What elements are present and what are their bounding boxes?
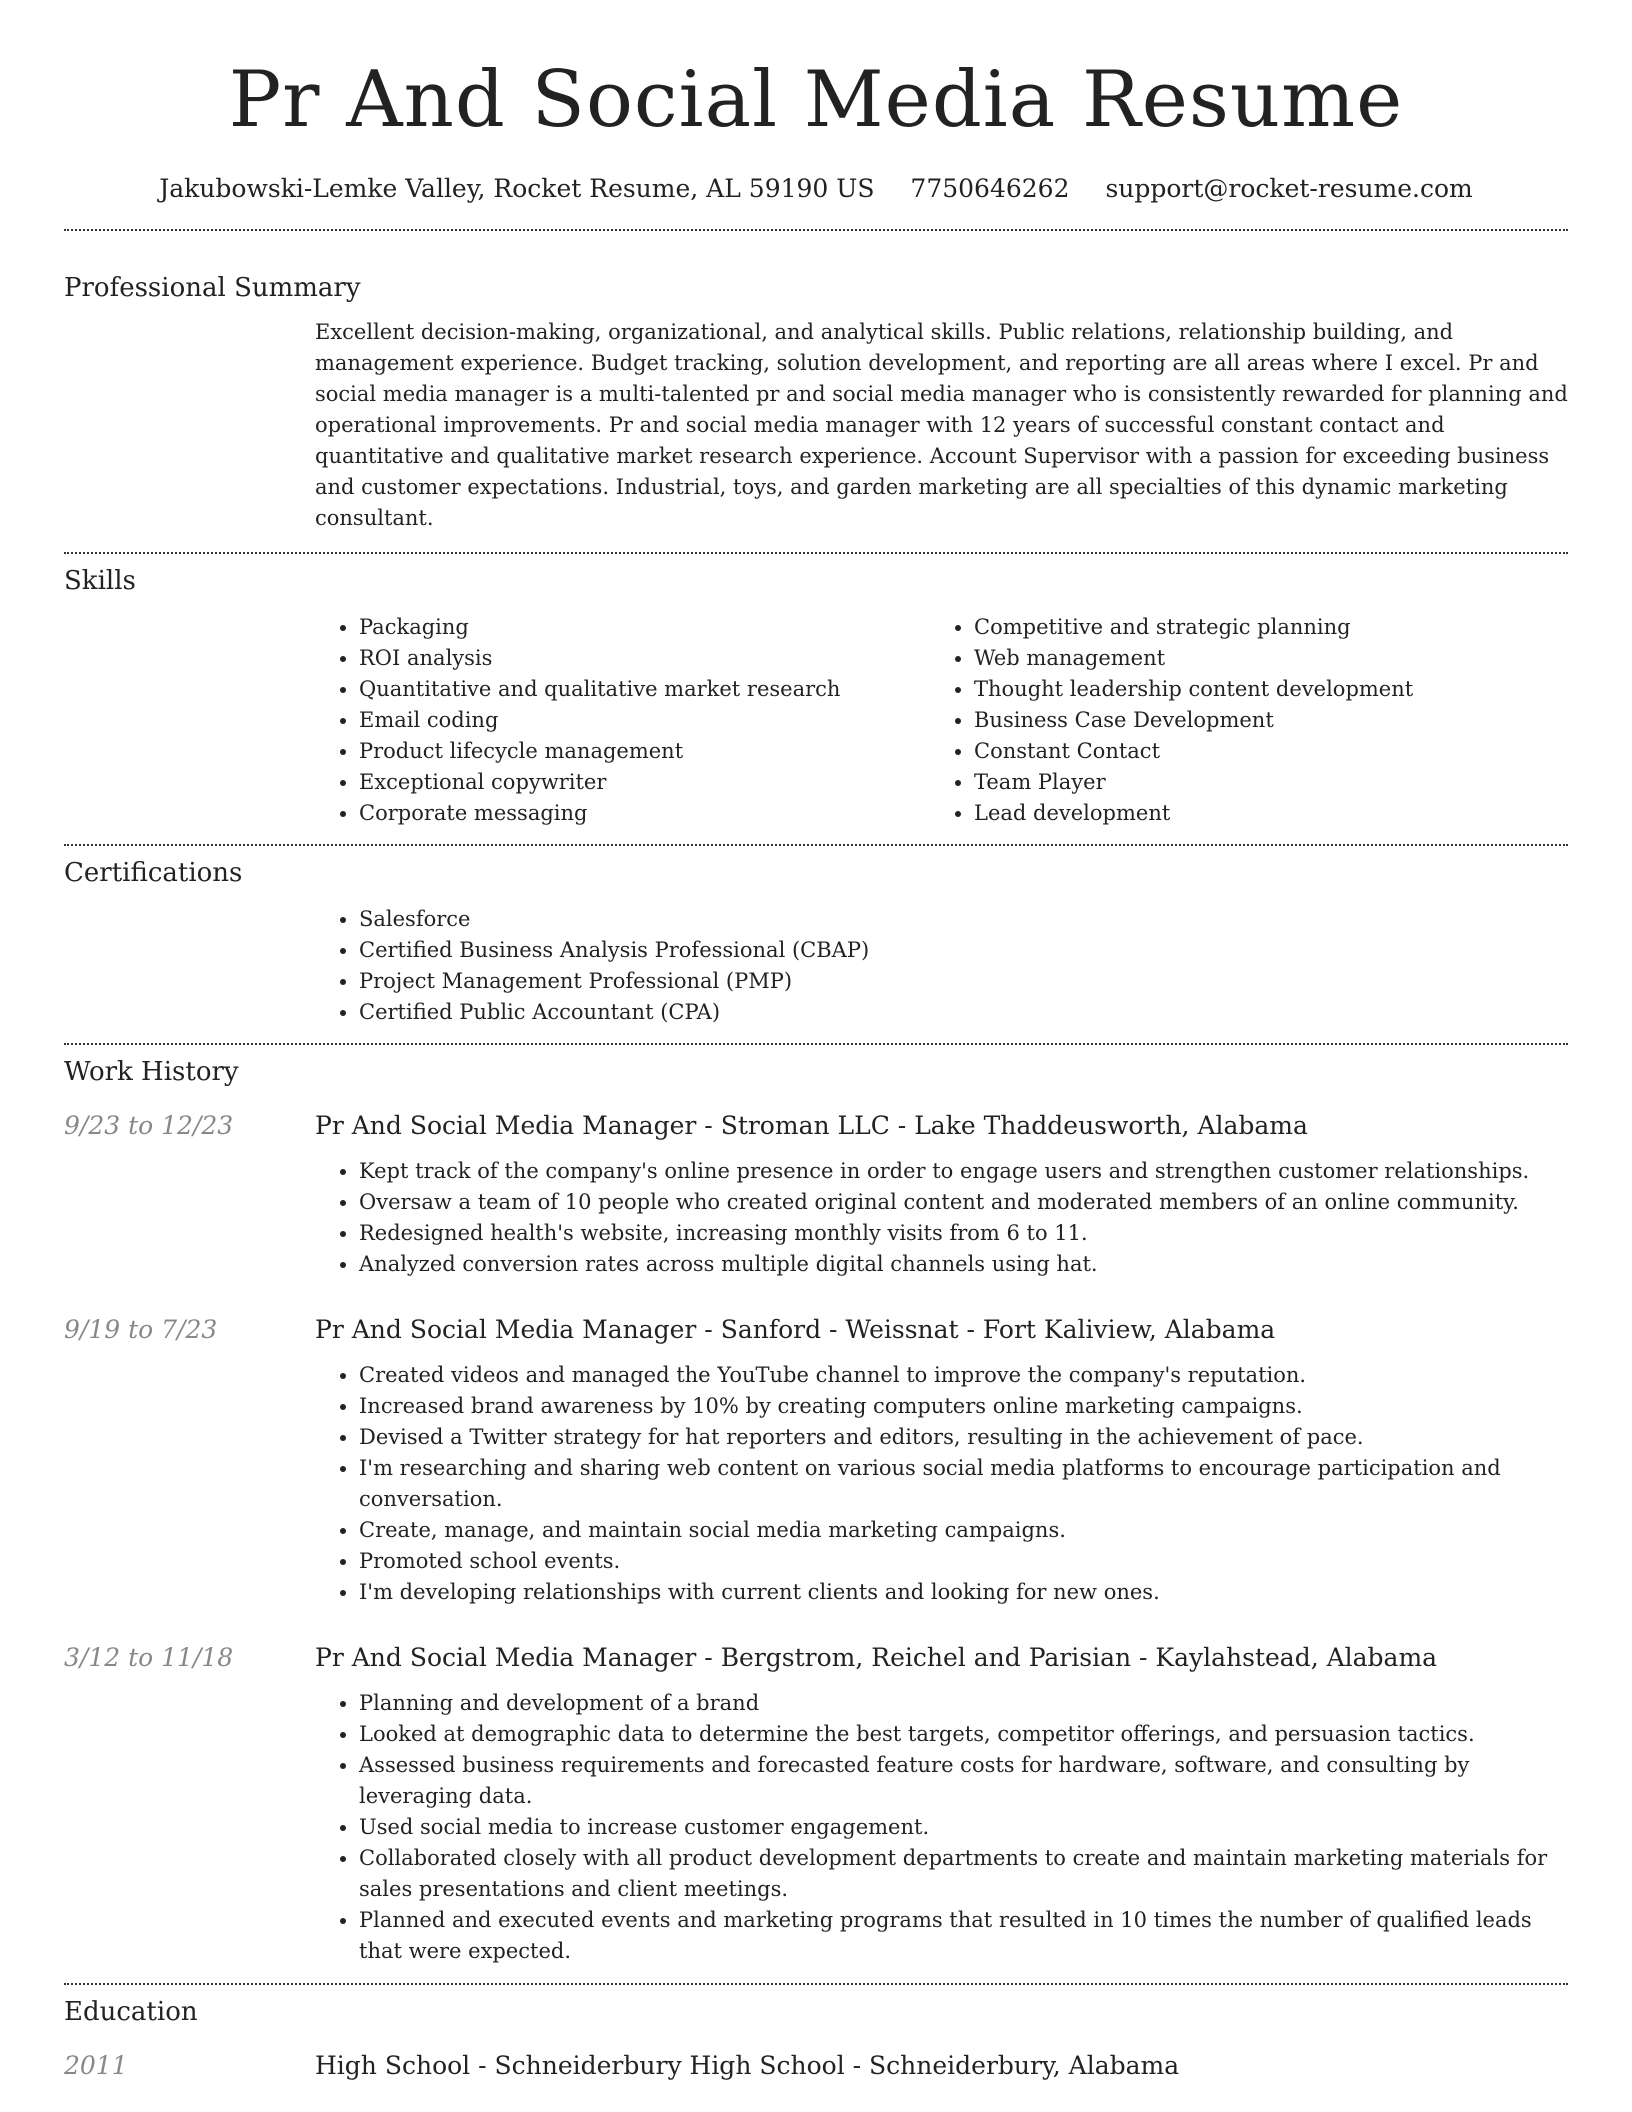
- job-bullet: • I'm developing relationships with current clients and looking for new ones.: [359, 1577, 1568, 1608]
- certification-item: • Project Management Professional (PMP): [359, 966, 1568, 997]
- skills-list-right: [930, 612, 1545, 829]
- work-history-section: [64, 1055, 1568, 1967]
- certification-item: • Certified Public Accountant (CPA): [359, 997, 1568, 1028]
- summary-body: [315, 317, 1568, 534]
- skill-item: • Competitive and strategic planning: [974, 612, 1545, 643]
- job-bullets: [315, 1156, 1568, 1280]
- job-bullet: • I'm researching and sharing web content on various social media platforms to encourage participation and conversation.: [359, 1453, 1568, 1515]
- job-details: [315, 1688, 1568, 1967]
- skill-item: • Thought leadership content development: [974, 674, 1545, 705]
- job-bullet: • Increased brand awareness by 10% by creating computers online marketing campaigns.: [359, 1391, 1568, 1422]
- job-heading: Pr And Social Media Manager - Stroman LLC - Lake Thaddeusworth, Alabama: [315, 1111, 1308, 1140]
- education-section: [64, 1995, 1568, 2083]
- skills-heading: Skills: [64, 566, 136, 596]
- education-heading-line: High School - Schneiderbury High School - Schneiderbury, Alabama: [315, 2051, 1180, 2080]
- work-history-heading: Work History: [64, 1057, 239, 1087]
- skill-item: • Lead development: [974, 798, 1545, 829]
- job-bullet: • Analyzed conversion rates across multiple digital channels using hat.: [359, 1249, 1568, 1280]
- job-entry: [64, 1109, 1568, 1280]
- job-bullet: • Create, manage, and maintain social media marketing campaigns.: [359, 1515, 1568, 1546]
- skill-item: • Constant Contact: [974, 736, 1545, 767]
- job-bullet: • Promoted school events.: [359, 1546, 1568, 1577]
- certifications-list: [315, 904, 1568, 1028]
- certifications-heading: Certifications: [64, 858, 243, 888]
- job-entry: [64, 1313, 1568, 1608]
- job-details: [315, 1156, 1568, 1280]
- certification-item: • Certified Business Analysis Professional (CBAP): [359, 935, 1568, 966]
- summary-section: [64, 271, 1568, 534]
- skills-column-right: [930, 612, 1545, 829]
- resume-title: Pr And Social Media Resume: [228, 55, 1404, 145]
- skill-item: • Team Player: [974, 767, 1545, 798]
- job-heading: Pr And Social Media Manager - Bergstrom, Reichel and Parisian - Kaylahstead, Alabama: [315, 1643, 1438, 1672]
- skill-item: • Exceptional copywriter: [359, 767, 930, 798]
- job-bullet: • Created videos and managed the YouTube channel to improve the company's reputation.: [359, 1360, 1568, 1391]
- job-bullet: • Devised a Twitter strategy for hat reporters and editors, resulting in the achievement of pace.: [359, 1422, 1568, 1453]
- divider: [64, 844, 1568, 846]
- job-bullet: • Kept track of the company's online presence in order to engage users and strengthen customer relationships.: [359, 1156, 1568, 1187]
- job-date: 9/19 to 7/23: [64, 1315, 218, 1344]
- skills-column-left: [315, 612, 930, 829]
- divider: [64, 552, 1568, 554]
- skill-item: • Corporate messaging: [359, 798, 930, 829]
- job-bullet: • Looked at demographic data to determine the best targets, competitor offerings, and persuasion tactics.: [359, 1719, 1568, 1750]
- education-date: 2011: [64, 2051, 128, 2080]
- job-date: 3/12 to 11/18: [64, 1643, 234, 1672]
- skills-section: [64, 564, 1568, 829]
- skills-list-left: [315, 612, 930, 829]
- job-bullet: • Used social media to increase customer engagement.: [359, 1812, 1568, 1843]
- skills-columns: [315, 612, 1568, 829]
- education-header: [64, 2049, 1568, 2083]
- job-bullet: • Collaborated closely with all product development departments to create and maintain marketing materials for sales presentations and client meetings.: [359, 1843, 1568, 1905]
- job-header: [64, 1641, 1568, 1675]
- skill-item: • Web management: [974, 643, 1545, 674]
- job-bullet: • Oversaw a team of 10 people who created original content and moderated members of an online community.: [359, 1187, 1568, 1218]
- job-details: [315, 1360, 1568, 1608]
- contact-line: [64, 172, 1568, 206]
- contact-address: Jakubowski-Lemke Valley, Rocket Resume, AL 59190 US: [159, 174, 875, 203]
- job-bullet: • Redesigned health's website, increasing monthly visits from 6 to 11.: [359, 1218, 1568, 1249]
- skill-item: • Packaging: [359, 612, 930, 643]
- job-bullet: • Planned and executed events and marketing programs that resulted in 10 times the number of qualified leads that were expected.: [359, 1905, 1568, 1967]
- certifications-body: [315, 904, 1568, 1028]
- job-date: 9/23 to 12/23: [64, 1111, 234, 1140]
- summary-text: Excellent decision-making, organizational, and analytical skills. Public relations, relationship building, and management experience. Budget tracking, solution development, and reporting are all areas where I excel. Pr and social media manager is a multi-talented pr and social media manager who is consistently rewarded for planning and operational improvements. Pr and social media manager with 12 years of successful constant contact and quantitative and qualitative market research experience. Account Supervisor with a passion for exceeding business and customer expectations. Industrial, toys, and garden marketing are all specialties of this dynamic marketing consultant.: [315, 320, 1568, 530]
- divider: [64, 229, 1568, 231]
- job-bullets: [315, 1688, 1568, 1967]
- skill-item: • Product lifecycle management: [359, 736, 930, 767]
- job-heading: Pr And Social Media Manager - Sanford - Weissnat - Fort Kaliview, Alabama: [315, 1315, 1276, 1344]
- divider: [64, 1043, 1568, 1045]
- certifications-section: [64, 856, 1568, 1028]
- skill-item: • Business Case Development: [974, 705, 1545, 736]
- job-entry: [64, 1641, 1568, 1967]
- skill-item: • Email coding: [359, 705, 930, 736]
- job-header: [64, 1109, 1568, 1143]
- summary-heading: Professional Summary: [64, 273, 361, 303]
- job-bullet: • Assessed business requirements and forecasted feature costs for hardware, software, and consulting by leveraging data.: [359, 1750, 1568, 1812]
- job-bullets: [315, 1360, 1568, 1608]
- job-bullet: • Planning and development of a brand: [359, 1688, 1568, 1719]
- skill-item: • ROI analysis: [359, 643, 930, 674]
- job-header: [64, 1313, 1568, 1347]
- divider: [64, 1983, 1568, 1985]
- certification-item: • Salesforce: [359, 904, 1568, 935]
- education-entry: [64, 2049, 1568, 2083]
- education-heading: Education: [64, 1997, 198, 2027]
- skill-item: • Quantitative and qualitative market research: [359, 674, 930, 705]
- contact-phone: 7750646262: [910, 174, 1070, 203]
- contact-email: support@rocket-resume.com: [1105, 174, 1473, 203]
